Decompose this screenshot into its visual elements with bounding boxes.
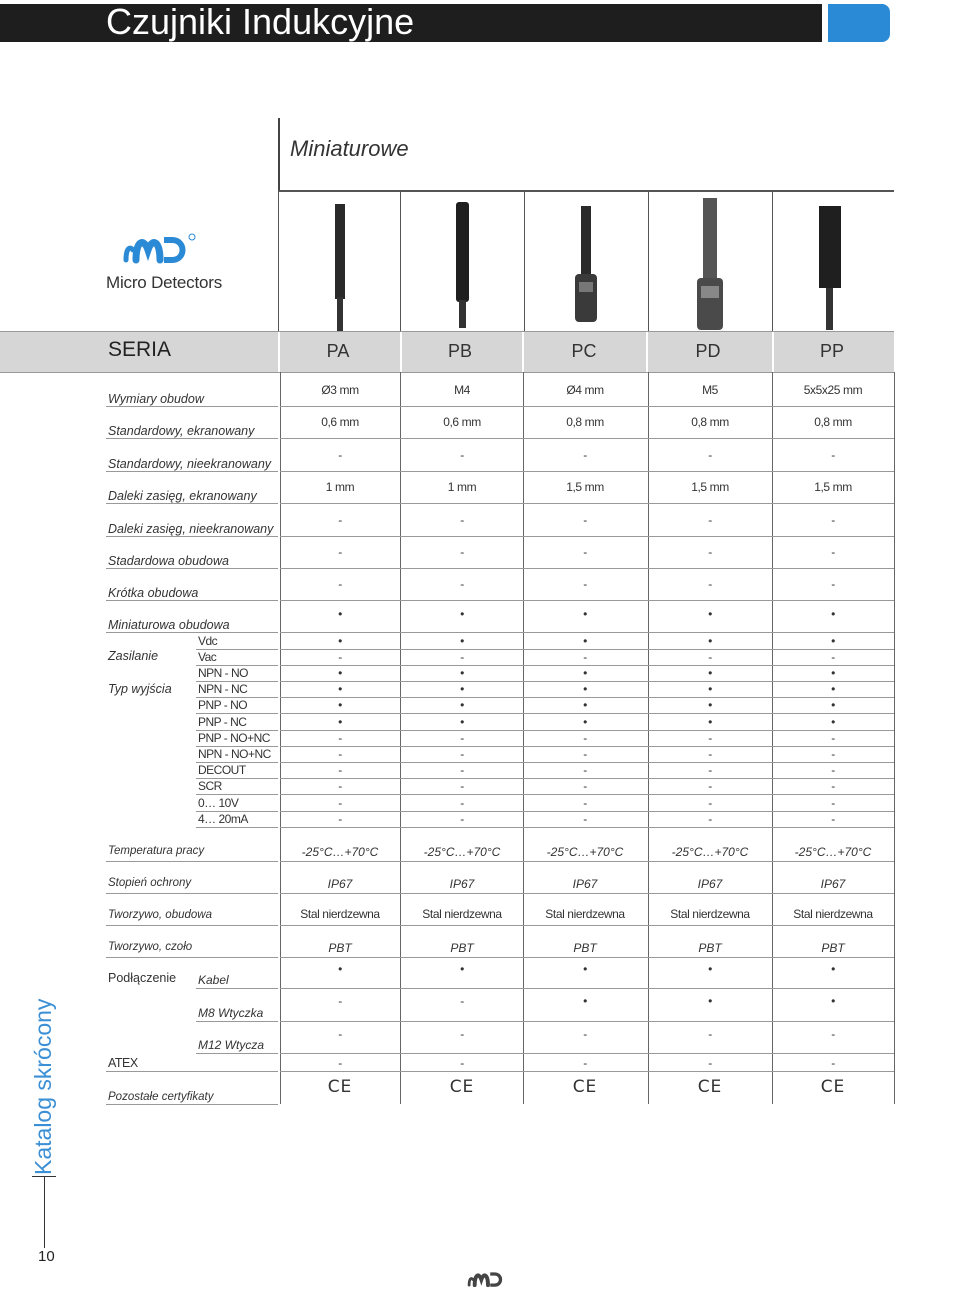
table-cell: -	[708, 730, 712, 745]
table-cell: IP67	[327, 877, 353, 891]
table-cell: •	[831, 962, 835, 976]
table-cell: -	[583, 730, 587, 745]
row-label: Tworzywo, obudowa	[108, 909, 212, 921]
sub-row-label: M8 Wtyczka	[198, 1006, 264, 1020]
group-label-typ-wyjscia: Typ wyjścia	[108, 682, 172, 696]
table-cell: -	[338, 577, 342, 591]
row-label: Daleki zasięg, ekranowany	[108, 489, 257, 503]
table-cell: 1,5 mm	[566, 480, 604, 494]
table-cell: 0,6 mm	[321, 415, 359, 429]
table-cell: -	[338, 513, 342, 527]
table-cell: Ø3 mm	[321, 383, 359, 397]
table-cell: -	[338, 763, 342, 778]
sub-row-label: NPN - NO+NC	[198, 747, 271, 761]
column-header-pp: PP	[819, 341, 844, 361]
product-image-pp	[772, 192, 895, 334]
sensor-pb-icon	[401, 192, 525, 334]
table-cell: -	[460, 650, 464, 664]
row-label-certs: Pozostałe certyfikaty	[108, 1091, 214, 1103]
ce-mark-icon: CE	[449, 1077, 475, 1097]
row-label: Standardowy, nieekranowany	[108, 457, 272, 471]
row-label-atex: ATEX	[108, 1056, 138, 1070]
table-cell: •	[831, 666, 835, 680]
table-cell: PBT	[450, 941, 474, 955]
row-label: Stopień ochrony	[108, 877, 192, 889]
table-cell: -	[338, 994, 342, 1008]
side-divider	[44, 1176, 45, 1248]
row-divider	[106, 438, 278, 439]
table-cell: -	[708, 577, 712, 591]
micro-detectors-logo	[106, 232, 226, 293]
row-divider	[280, 568, 894, 569]
logo-text: Micro Detectors	[106, 273, 223, 292]
row-label: Krótka obudowa	[108, 586, 199, 600]
table-cell: •	[460, 634, 464, 648]
table-cell: -	[583, 577, 587, 591]
row-divider	[280, 861, 894, 862]
table-cell: -	[460, 994, 464, 1008]
row-label: Tworzywo, czoło	[108, 941, 193, 953]
table-cell: •	[831, 682, 835, 697]
table-cell: -	[338, 747, 342, 761]
table-cell: -	[831, 577, 835, 591]
row-divider	[106, 957, 278, 958]
table-cell: •	[460, 962, 464, 976]
page-title: Czujniki Indukcyjne	[106, 1, 415, 42]
row-divider	[196, 827, 278, 828]
table-cell: -	[831, 1056, 835, 1070]
footer-logo	[458, 1266, 508, 1297]
page-subtitle: Miniaturowe	[290, 136, 409, 161]
md-logo-icon	[106, 232, 196, 266]
table-cell: -	[338, 795, 342, 810]
table-cell: •	[708, 666, 712, 680]
table-cell: -	[338, 545, 342, 559]
product-image-pc	[524, 192, 649, 334]
page-number: 10	[38, 1248, 55, 1265]
table-cell: •	[708, 634, 712, 648]
row-divider	[280, 536, 894, 537]
table-cell: •	[831, 607, 835, 621]
column-header-pd: PD	[695, 341, 721, 361]
table-cell: M5	[702, 383, 718, 397]
table-cell: 1 mm	[325, 480, 355, 494]
table-cell: -	[460, 1027, 464, 1041]
table-cell: -	[338, 1056, 342, 1070]
row-divider	[280, 600, 894, 601]
table-cell: PBT	[698, 941, 722, 955]
table-cell: -	[460, 730, 464, 745]
row-divider	[280, 438, 894, 439]
table-cell: •	[583, 634, 587, 648]
table-cell: -	[583, 747, 587, 761]
table-cell: -	[708, 513, 712, 527]
row-divider	[280, 988, 894, 989]
table-cell: M4	[454, 383, 470, 397]
table-cell: •	[583, 698, 587, 713]
table-cell: 1,5 mm	[814, 480, 852, 494]
table-cell: -	[831, 763, 835, 778]
table-cell: -	[831, 730, 835, 745]
table-cell: -	[708, 1056, 712, 1070]
product-image-pd	[648, 192, 773, 334]
table-cell: •	[460, 607, 464, 621]
table-cell: -	[583, 795, 587, 810]
table-cell: -	[583, 779, 587, 794]
table-cell: •	[338, 698, 342, 713]
table-cell: •	[338, 634, 342, 648]
table-cell: -	[583, 1027, 587, 1041]
sub-row-label: PNP - NO+NC	[198, 730, 270, 745]
row-divider	[106, 536, 278, 537]
product-image-pb	[400, 192, 525, 334]
row-label: Stadardowa obudowa	[108, 554, 229, 568]
table-cell: -	[460, 795, 464, 810]
table-cell: -	[460, 513, 464, 527]
table-cell: •	[460, 666, 464, 680]
row-divider	[106, 893, 278, 894]
sub-row-label: 0… 10V	[198, 795, 239, 810]
table-cell: -	[338, 448, 342, 462]
table-cell: •	[583, 962, 587, 976]
table-cell: 1 mm	[447, 480, 477, 494]
table-cell: -	[831, 513, 835, 527]
table-cell: •	[460, 698, 464, 713]
table-cell: 0,6 mm	[443, 415, 481, 429]
table-cell: •	[831, 994, 835, 1008]
row-divider	[196, 1053, 278, 1054]
table-cell: •	[460, 714, 464, 729]
row-divider	[280, 925, 894, 926]
sensor-pp-icon	[773, 192, 895, 334]
table-cell: •	[831, 714, 835, 729]
table-cell: -	[831, 795, 835, 810]
table-cell: PBT	[821, 941, 845, 955]
table-cell: -	[338, 730, 342, 745]
table-cell: -	[708, 763, 712, 778]
table-cell: -	[708, 811, 712, 826]
table-cell: •	[583, 682, 587, 697]
table-cell: •	[583, 607, 587, 621]
table-cell: 1,5 mm	[691, 480, 729, 494]
row-divider	[280, 406, 894, 407]
table-cell: Stal nierdzewna	[670, 907, 750, 921]
table-cell: -	[831, 545, 835, 559]
table-cell: -	[338, 811, 342, 826]
sub-row-label: PNP - NO	[198, 698, 248, 713]
table-cell: •	[708, 682, 712, 697]
table-cell: •	[708, 962, 712, 976]
table-cell: •	[583, 666, 587, 680]
series-label: SERIA	[108, 338, 172, 361]
table-cell: -	[460, 747, 464, 761]
sub-row-label: Vdc	[198, 634, 218, 648]
row-divider	[196, 988, 278, 989]
row-label: Wymiary obudow	[108, 392, 204, 406]
table-cell: -	[708, 1027, 712, 1041]
table-cell: -	[708, 795, 712, 810]
table-cell: -	[583, 1056, 587, 1070]
table-cell: Stal nierdzewna	[793, 907, 873, 921]
table-cell: -25°C…+70°C	[301, 845, 379, 859]
row-divider	[280, 1021, 894, 1022]
row-label: Daleki zasięg, nieekranowany	[108, 522, 274, 536]
table-cell: 0,8 mm	[814, 415, 852, 429]
table-cell: IP67	[697, 877, 723, 891]
table-cell: -	[708, 779, 712, 794]
table-cell: -	[338, 1027, 342, 1041]
table-cell: IP67	[820, 877, 846, 891]
row-divider	[196, 1021, 278, 1022]
ce-mark-icon: CE	[327, 1077, 353, 1097]
table-cell: -	[831, 650, 835, 664]
table-cell: -	[831, 747, 835, 761]
table-cell: -	[460, 1056, 464, 1070]
table-cell: 5x5x25 mm	[803, 383, 863, 397]
table-cell: -	[708, 545, 712, 559]
table-cell: •	[583, 994, 587, 1008]
column-header-pc: PC	[571, 341, 597, 361]
table-cell: •	[831, 698, 835, 713]
sub-row-label: PNP - NC	[198, 714, 247, 729]
row-divider	[280, 471, 894, 472]
table-cell: •	[338, 666, 342, 680]
subtitle-divider	[278, 118, 280, 192]
group-label-podlaczenie: Podłączenie	[108, 971, 177, 985]
table-cell: -	[460, 763, 464, 778]
row-divider	[106, 471, 278, 472]
header-accent-tab	[828, 4, 890, 42]
ce-mark-icon: CE	[820, 1077, 846, 1097]
row-divider	[106, 600, 278, 601]
table-cell: PBT	[328, 941, 352, 955]
catalog-side-label: Katalog skrócony	[30, 998, 56, 1175]
table-cell: •	[338, 607, 342, 621]
table-cell: -	[583, 513, 587, 527]
table-cell: -	[583, 448, 587, 462]
table-cell: IP67	[572, 877, 598, 891]
row-divider	[106, 406, 278, 407]
column-divider	[894, 372, 895, 1104]
product-image-pa	[278, 192, 401, 334]
row-divider	[280, 632, 894, 633]
row-divider	[280, 503, 894, 504]
sub-row-label: 4… 20mA	[198, 811, 248, 826]
sub-row-label: NPN - NC	[198, 682, 248, 697]
table-cell: -	[460, 448, 464, 462]
ce-mark-icon: CE	[572, 1077, 598, 1097]
column-divider	[400, 372, 401, 1104]
table-cell: •	[460, 682, 464, 697]
sub-row-label: Kabel	[198, 973, 229, 987]
table-cell: -	[583, 650, 587, 664]
table-cell: -	[831, 1027, 835, 1041]
table-cell: -	[708, 448, 712, 462]
table-cell: Stal nierdzewna	[422, 907, 502, 921]
row-divider	[106, 632, 278, 633]
table-cell: •	[708, 698, 712, 713]
column-header-pa: PA	[326, 341, 350, 361]
table-cell: -25°C…+70°C	[794, 845, 872, 859]
row-divider	[106, 1104, 278, 1105]
table-cell: 0,8 mm	[691, 415, 729, 429]
sub-row-label: NPN - NO	[198, 666, 248, 680]
sub-row-label: M12 Wtycza	[198, 1038, 265, 1052]
table-cell: PBT	[573, 941, 597, 955]
column-divider	[648, 372, 649, 1104]
table-cell: -	[708, 747, 712, 761]
row-label: Standardowy, ekranowany	[108, 424, 255, 438]
product-images	[278, 190, 894, 334]
table-cell: -	[460, 545, 464, 559]
sensor-pd-icon	[649, 192, 773, 334]
table-cell: -25°C…+70°C	[546, 845, 624, 859]
group-label-zasilanie: Zasilanie	[108, 649, 159, 663]
table-cell: -	[583, 763, 587, 778]
table-cell: •	[708, 994, 712, 1008]
table-cell: •	[708, 714, 712, 729]
sensor-pc-icon	[525, 192, 649, 334]
table-cell: •	[338, 714, 342, 729]
row-divider	[280, 1071, 894, 1072]
table-cell: -	[338, 779, 342, 794]
row-divider	[106, 503, 278, 504]
table-cell: •	[338, 962, 342, 976]
table-cell: Ø4 mm	[566, 383, 604, 397]
sensor-pa-icon	[279, 192, 401, 334]
table-cell: -25°C…+70°C	[423, 845, 501, 859]
table-cell: •	[583, 714, 587, 729]
table-cell: -	[708, 650, 712, 664]
table-cell: -	[831, 779, 835, 794]
row-divider	[280, 893, 894, 894]
table-cell: -	[460, 779, 464, 794]
table-cell: -25°C…+70°C	[671, 845, 749, 859]
table-cell: •	[831, 634, 835, 648]
row-divider	[106, 925, 278, 926]
table-cell: -	[460, 577, 464, 591]
column-divider	[523, 372, 524, 1104]
md-logo-icon	[458, 1266, 508, 1292]
row-label: Temperatura pracy	[108, 845, 205, 857]
table-cell: -	[338, 650, 342, 664]
row-label: Miniaturowa obudowa	[108, 618, 230, 632]
table-cell: IP67	[449, 877, 475, 891]
row-divider	[280, 957, 894, 958]
row-divider	[280, 1053, 894, 1054]
sub-row-label: DECOUT	[198, 763, 246, 778]
sub-row-label: Vac	[198, 650, 217, 664]
row-divider	[106, 1071, 278, 1072]
table-cell: Stal nierdzewna	[300, 907, 380, 921]
table-cell: 0,8 mm	[566, 415, 604, 429]
table-cell: -	[583, 545, 587, 559]
column-header-pb: PB	[447, 341, 472, 361]
ce-mark-icon: CE	[697, 1077, 723, 1097]
row-divider	[106, 861, 278, 862]
row-divider	[280, 827, 894, 828]
table-cell: -	[831, 811, 835, 826]
table-cell: -	[831, 448, 835, 462]
table-cell: •	[338, 682, 342, 697]
table-cell: Stal nierdzewna	[545, 907, 625, 921]
table-cell: -	[460, 811, 464, 826]
row-divider	[106, 568, 278, 569]
table-cell: •	[708, 607, 712, 621]
table-cell: -	[583, 811, 587, 826]
series-band	[0, 331, 894, 373]
sub-row-label: SCR	[198, 779, 222, 794]
